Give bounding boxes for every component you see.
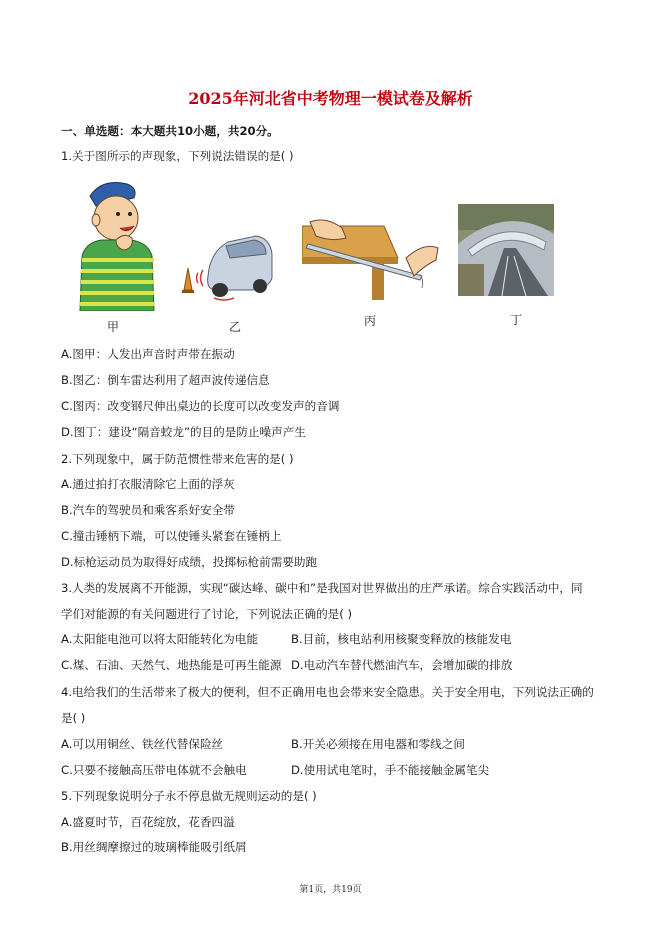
- question-1-option-c: C.图丙：改变钢尺伸出桌边的长度可以改变发声的音调: [61, 399, 340, 413]
- figure-label-bing: 丙: [364, 314, 377, 328]
- figure-label-yi: 乙: [229, 320, 242, 334]
- question-4-option-a: A.可以用铜丝、铁丝代替保险丝: [61, 737, 224, 751]
- question-4-stem-line2: 是( ): [61, 711, 86, 725]
- question-2-stem: 2.下列现象中，属于防范惯性带来危害的是( ): [61, 452, 294, 466]
- document-title: 2025年河北省中考物理一模试卷及解析: [188, 89, 473, 108]
- question-5-option-a: A.盛夏时节，百花绽放，花香四溢: [61, 815, 235, 829]
- question-4-option-d: D.使用试电笔时，手不能接触金属笔尖: [291, 763, 490, 777]
- figure-ding-noise-barrier: [458, 204, 554, 296]
- figure-label-ding: 丁: [510, 313, 523, 327]
- question-2-option-b: B.汽车的驾驶员和乘客系好安全带: [61, 503, 235, 517]
- question-2-option-d: D.标枪运动员为取得好成绩，投掷标枪前需要助跑: [61, 555, 318, 569]
- question-3-stem-line1: 3.人类的发展离不开能源，实现“碳达峰、碳中和”是我国对世界做出的庄严承诺。综合实践活动中，同: [61, 581, 583, 595]
- question-2-option-c: C.撞击锤柄下端，可以使锤头紧套在锤柄上: [61, 529, 282, 543]
- figure-label-jia: 甲: [107, 320, 120, 334]
- figure-jia-boy-speaking: [72, 176, 162, 311]
- question-1-option-b: B.图乙：倒车雷达利用了超声波传递信息: [61, 373, 270, 387]
- question-3-option-d: D.电动汽车替代燃油汽车，会增加碳的排放: [291, 658, 513, 672]
- question-4-option-b: B.开关必须接在用电器和零线之间: [291, 737, 465, 751]
- section-heading: 一、单选题：本大题共10小题，共20分。: [61, 124, 279, 138]
- question-1-option-d: D.图丁：建设“隔音蛟龙”的目的是防止噪声产生: [61, 425, 306, 439]
- question-5-option-b: B.用丝绸摩擦过的玻璃棒能吸引纸屑: [61, 840, 247, 854]
- question-3-stem-line2: 学们对能源的有关问题进行了讨论，下列说法正确的是( ): [61, 607, 352, 621]
- question-3-option-c: C.煤、石油、天然气、地热能是可再生能源: [61, 658, 282, 672]
- question-4-option-c: C.只要不接触高压带电体就不会触电: [61, 763, 247, 777]
- figure-bing-ruler-on-desk: [302, 218, 440, 302]
- question-3-option-a: A.太阳能电池可以将太阳能转化为电能: [61, 632, 258, 646]
- figure-yi-reversing-car: [178, 228, 276, 304]
- question-1-option-a: A.图甲：人发出声音时声带在振动: [61, 347, 235, 361]
- question-4-stem-line1: 4.电给我们的生活带来了极大的便利，但不正确用电也会带来安全隐患。关于安全用电，下列说法正确的: [61, 685, 594, 699]
- page-footer: 第1页，共19页: [299, 885, 362, 895]
- question-5-stem: 5.下列现象说明分子永不停息做无规则运动的是( ): [61, 789, 317, 803]
- question-3-option-b: B.目前，核电站利用核聚变释放的核能发电: [291, 632, 512, 646]
- question-1-stem: 1.关于图所示的声现象，下列说法错误的是( ): [61, 149, 294, 163]
- question-2-option-a: A.通过拍打衣服清除它上面的浮灰: [61, 477, 235, 491]
